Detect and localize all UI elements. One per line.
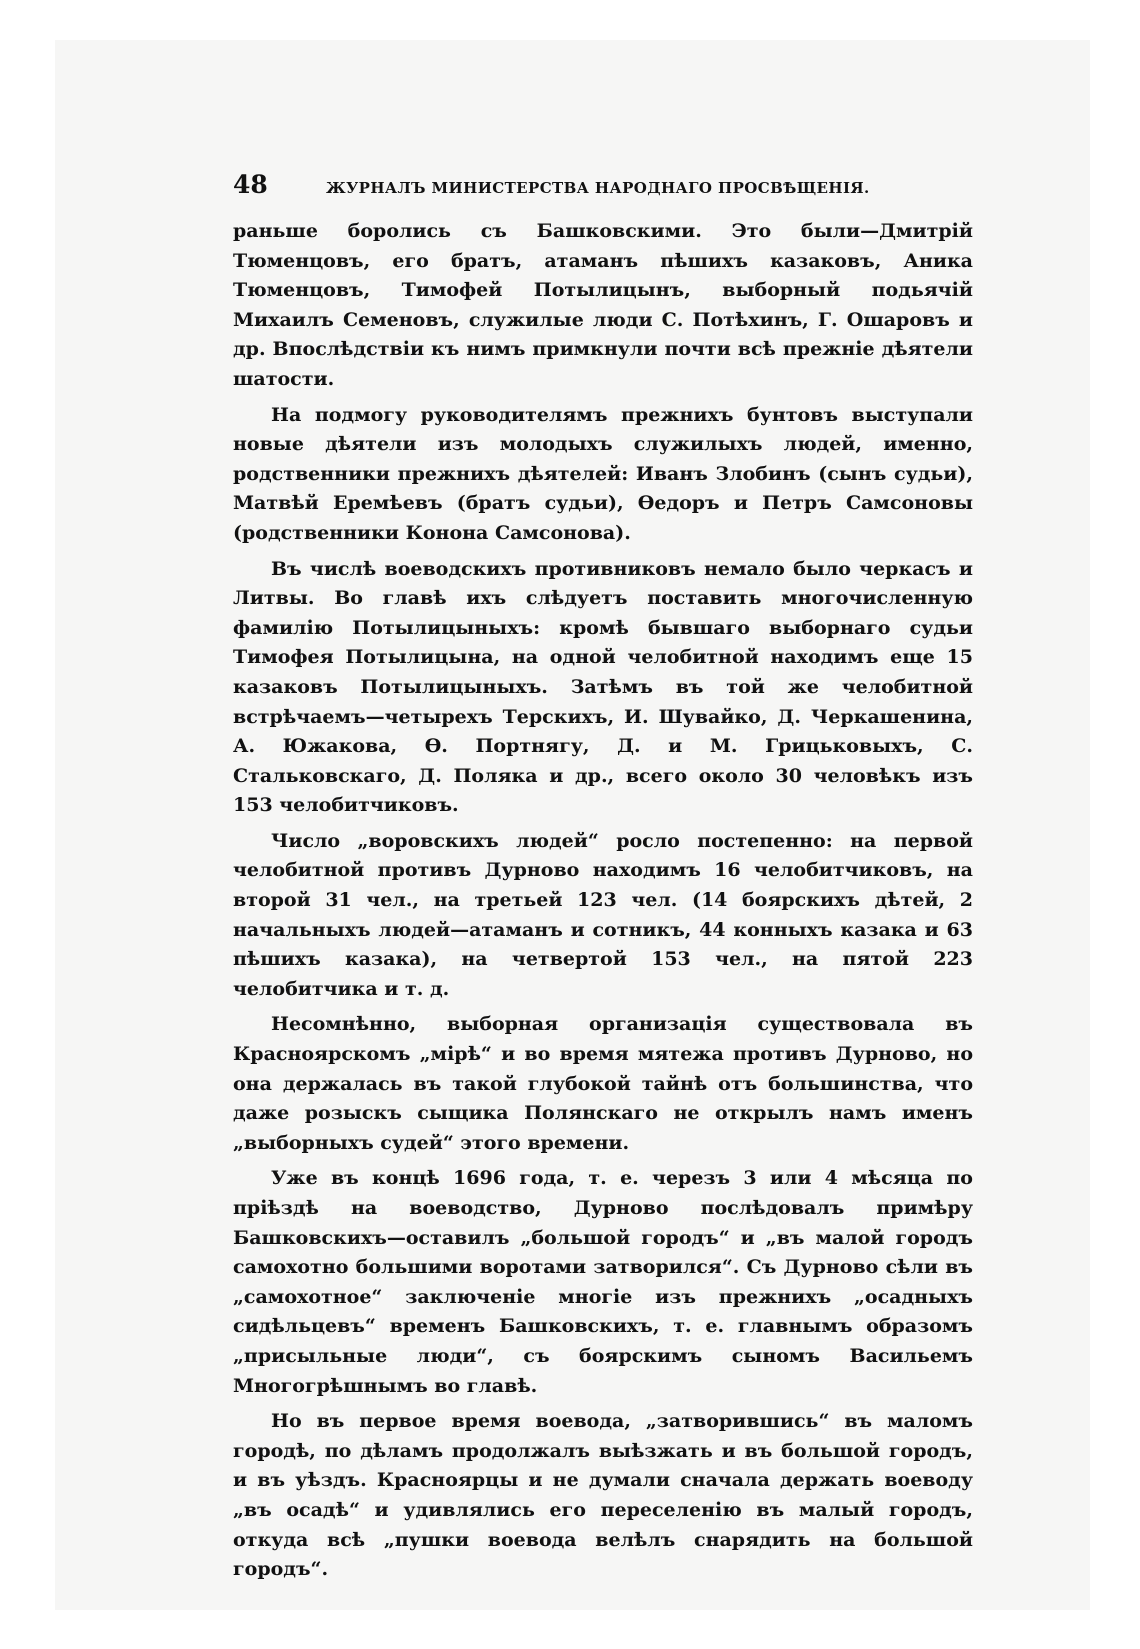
paragraph-7: Но въ первое время воевода, „затворившись“ въ маломъ городѣ, по дѣламъ продолжалъ выѣзжать и въ большой городъ, и въ уѣздъ. Красноярцы и не думали сначала держать воеводу „въ осадѣ“ и удивлялись его переселенію въ малый городъ, откуда всѣ „пушки воевода велѣлъ снарядить на большой городъ“. — [233, 1410, 973, 1581]
paragraph-3: Въ числѣ воеводскихъ противниковъ немало было черкасъ и Литвы. Во главѣ ихъ слѣдуетъ поставить многочисленную фамилію Потылицыныхъ: кромѣ бывшаго выборнаго судьи Тимофея Потылицына, на одной челобитной находимъ еще 15 казаковъ Потылицыныхъ. Затѣмъ въ той же челобитной встрѣчаемъ—четырехъ Терскихъ, И. Шувайко, Д. Черкашенина, А. Южакова, Ѳ. Портнягу, Д. и М. Грицьковыхъ, С. Стальковскаго, Д. Поляка и др., всего около 30 человѣкъ изъ 153 челобитчиковъ. — [233, 557, 973, 817]
running-head — [233, 170, 973, 199]
body-text — [233, 217, 973, 1585]
paragraph-2: На подмогу руководителямъ прежнихъ бунтовъ выступали новые дѣятели изъ молодыхъ служилыхъ людей, именно, родственники прежнихъ дѣятелей: Иванъ Злобинъ (сынъ судьи), Матвѣй Еремѣевъ (братъ судьи), Ѳедоръ и Петръ Самсоновы (родственники Конона Самсонова). — [233, 403, 973, 544]
paragraph-5: Несомнѣнно, выборная организація существовала въ Красноярскомъ „мірѣ“ и во время мятежа противъ Дурново, но она держалась въ такой глубокой тайнѣ отъ большинства, что даже розыскъ сыщика Полянскаго не открылъ намъ именъ „выборныхъ судей“ этого времени. — [233, 1013, 973, 1154]
page-number: 48 — [233, 170, 268, 199]
paragraph-1: раньше боролись съ Башковскими. Это были—Дмитрій Тюменцовъ, его братъ, атаманъ пѣшихъ казаковъ, Аника Тюменцовъ, Тимофей Потылицынъ, выборный подьячій Михаилъ Семеновъ, служилые люди С. Потѣхинъ, Г. Ошаровъ и др. Впослѣдствіи къ нимъ примкнули почти всѣ прежніе дѣятели шатости. — [233, 220, 973, 390]
paragraph-6: Уже въ концѣ 1696 года, т. е. черезъ 3 или 4 мѣсяца по пріѣздѣ на воеводство, Дурново послѣдовалъ примѣру Башковскихъ—оставилъ „большой городъ“ и „въ малой городъ самохотно большими воротами затворился“. Съ Дурново сѣли въ „самохотное“ заключеніе многіе изъ прежнихъ „осадныхъ сидѣльцевъ“ временъ Башковскихъ, т. е. главнымъ образомъ „присыльные люди“, съ боярскимъ сыномъ Васильемъ Многогрѣшнымъ во главѣ. — [233, 1167, 973, 1397]
paragraph-4: Число „воровскихъ людей“ росло постепенно: на первой челобитной противъ Дурново находимъ 16 челобитчиковъ, на второй 31 чел., на третьей 123 чел. (14 боярскихъ дѣтей, 2 начальныхъ людей—атаманъ и сотникъ, 44 конныхъ казака и 63 пѣшихъ казака), на четвертой 153 чел., на пятой 223 челобитчика и т. д. — [233, 829, 973, 1000]
text-block — [233, 170, 973, 1591]
journal-title: ЖУРНАЛЪ МИНИСТЕРСТВА НАРОДНАГО ПРОСВѢЩЕНІЯ. — [326, 179, 870, 197]
